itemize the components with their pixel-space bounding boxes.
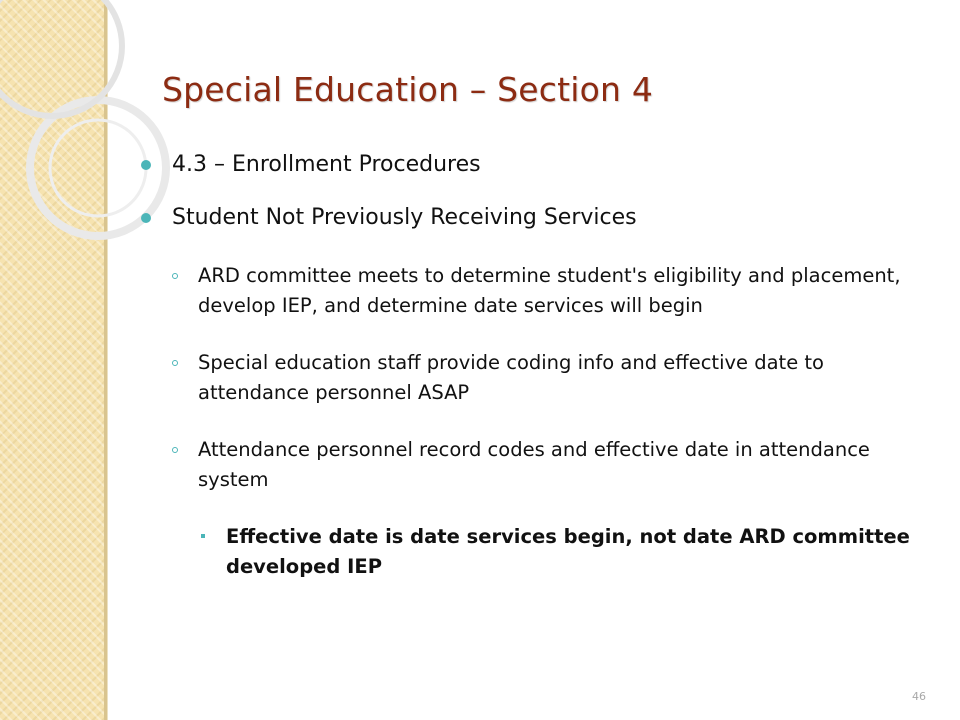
bullet-dot-icon (141, 213, 151, 223)
page-number: 46 (912, 690, 926, 703)
sub-bullet-text: Attendance personnel record codes and effective date in attendance system (198, 438, 870, 491)
sub-bullet-ring-icon (172, 360, 178, 366)
bullet-item (138, 150, 938, 180)
sub-sub-bullet-item (138, 522, 938, 582)
slide-title: Special Education – Section 4 (162, 70, 654, 109)
sub-sub-bullet-square-icon (201, 534, 205, 538)
sub-bullet-item (138, 348, 938, 408)
sub-bullet-item (138, 435, 938, 495)
slide-content (138, 146, 938, 582)
decorative-circle-inner (50, 120, 146, 216)
sub-bullet-item (138, 261, 938, 321)
sub-bullet-text: ARD committee meets to determine student's eligibility and placement, develop IEP, and determine date services will begin (198, 264, 901, 317)
bullet-dot-icon (141, 160, 151, 170)
sub-bullet-ring-icon (172, 447, 178, 453)
bullet-item (138, 203, 938, 233)
sub-bullet-ring-icon (172, 273, 178, 279)
sub-sub-bullet-text: Effective date is date services begin, not date ARD committee developed IEP (226, 525, 910, 578)
sub-bullet-text: Special education staff provide coding info and effective date to attendance personnel ASAP (198, 351, 824, 404)
bullet-text: 4.3 – Enrollment Procedures (172, 152, 481, 177)
bullet-text: Student Not Previously Receiving Services (172, 205, 637, 230)
